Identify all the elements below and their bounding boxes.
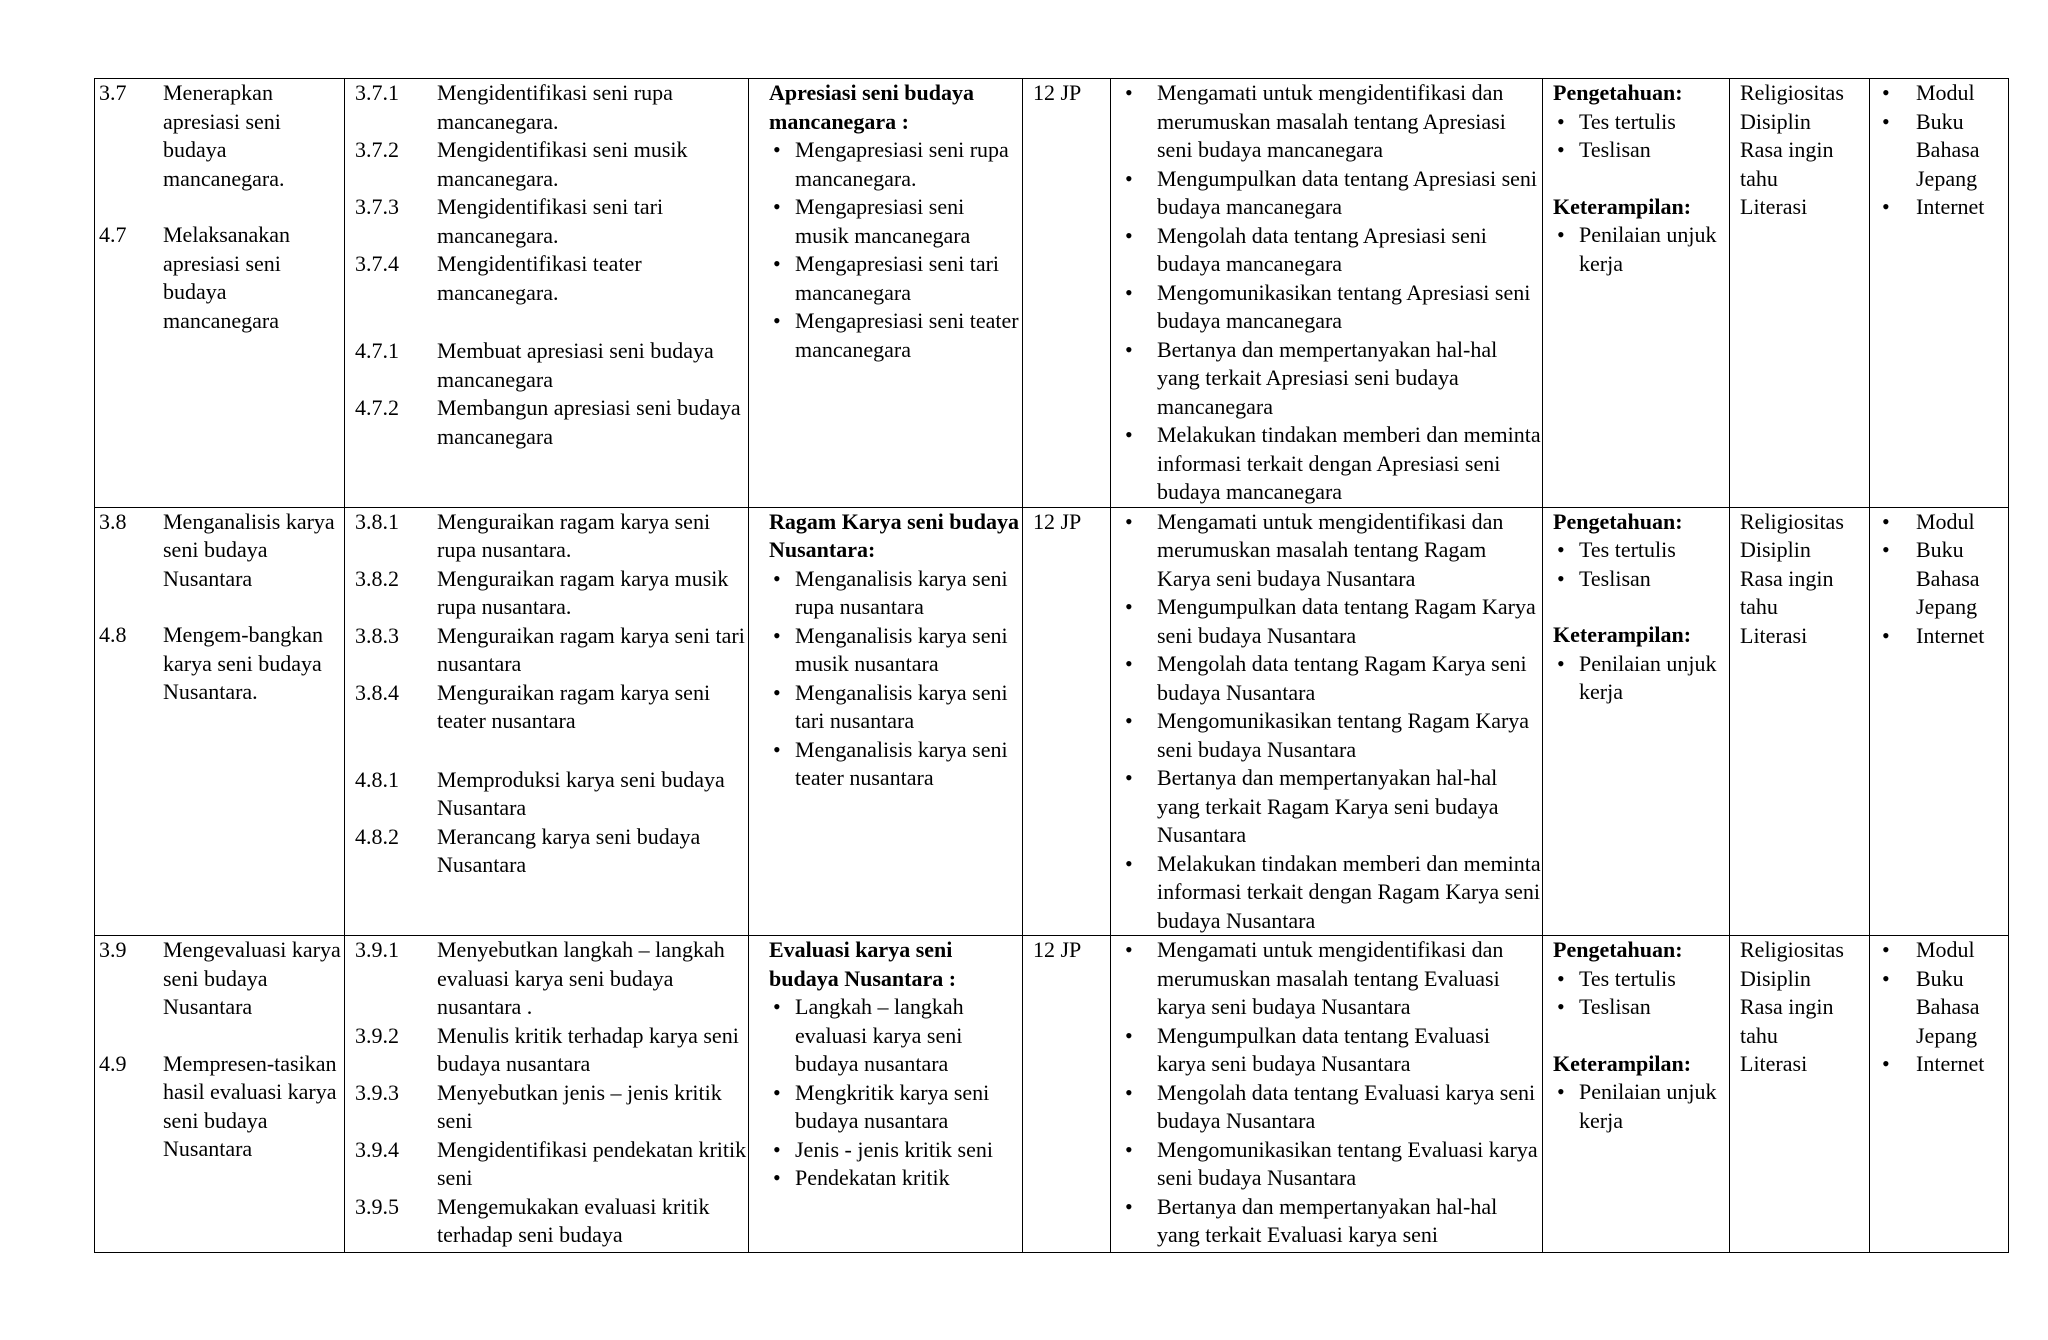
kd-item	[99, 621, 344, 707]
character-value: Rasa ingin tahu	[1740, 994, 1834, 1048]
indicator-number: 3.9.5	[355, 1193, 399, 1219]
indicator-item	[355, 766, 748, 823]
material-item: • Langkah – langkah evaluasi karya seni budaya nusantara	[769, 993, 1022, 1079]
material-list	[769, 565, 1022, 793]
skill-heading: Keterampilan:	[1553, 622, 1692, 647]
indicator-number: 3.9.4	[355, 1136, 399, 1162]
activity-cell	[1111, 507, 1543, 936]
character-value: Literasi	[1740, 194, 1808, 219]
activity-item: • Mengolah data tentang Apresiasi seni budaya mancanegara	[1115, 222, 1542, 279]
kd-text: Mengem-bangkan karya seni budaya Nusantara.	[163, 622, 324, 704]
kd-text: Menerapkan apresiasi seni budaya mancanegara.	[163, 80, 285, 191]
skill-list	[1553, 1078, 1729, 1135]
indicator-text: Mengidentifikasi teater mancanegara.	[437, 251, 642, 305]
indicator-text: Menguraikan ragam karya seni rupa nusantara.	[437, 508, 711, 562]
time-allocation: 12 JP	[1033, 937, 1082, 962]
table-row	[95, 79, 2009, 508]
time-cell	[1023, 507, 1111, 936]
indicator-number: 3.8.4	[355, 679, 399, 705]
source-cell	[1870, 507, 2009, 936]
activity-item: • Mengomunikasikan tentang Evaluasi karya seni budaya Nusantara	[1115, 1136, 1542, 1193]
kd-cell	[95, 936, 345, 1253]
activity-item: • Mengolah data tentang Ragam Karya seni budaya Nusantara	[1115, 650, 1542, 707]
material-list	[769, 136, 1022, 364]
kd-cell	[95, 79, 345, 508]
source-item: • Internet	[1870, 622, 2008, 651]
activity-item: • Mengolah data tentang Evaluasi karya seni budaya Nusantara	[1115, 1079, 1542, 1136]
kd-text: Mengevaluasi karya seni budaya Nusantara	[163, 937, 341, 1019]
character-cell	[1730, 507, 1870, 936]
source-item: • Modul	[1870, 508, 2008, 537]
character-cell	[1730, 936, 1870, 1253]
kd-number: 3.8	[99, 508, 127, 534]
kd-item	[99, 508, 344, 594]
indicator-text: Mengidentifikasi seni rupa mancanegara.	[437, 80, 673, 134]
syllabus-table	[94, 78, 2009, 1253]
indicator-number: 3.8.1	[355, 508, 399, 534]
material-item: • Menganalisis karya seni rupa nusantara	[769, 565, 1022, 622]
source-list	[1870, 936, 2008, 1079]
activity-item: • Mengumpulkan data tentang Evaluasi karya seni budaya Nusantara	[1115, 1022, 1542, 1079]
material-item: • Mengapresiasi seni teater mancanegara	[769, 307, 1022, 364]
activity-item: • Mengomunikasikan tentang Apresiasi seni budaya mancanegara	[1115, 279, 1542, 336]
assessment-item: • Teslisan	[1553, 993, 1729, 1022]
indicator-text: Mengidentifikasi pendekatan kritik seni	[437, 1136, 747, 1190]
activity-item: • Mengamati untuk mengidentifikasi dan merumuskan masalah tentang Evaluasi karya seni budaya Nusantara	[1115, 936, 1542, 1022]
assessment-item: • Teslisan	[1553, 565, 1729, 594]
activity-item: • Mengumpulkan data tentang Apresiasi seni budaya mancanegara	[1115, 165, 1542, 222]
indicator-number: 3.7.2	[355, 137, 399, 162]
indicator-item	[355, 823, 748, 880]
kd-number: 3.7	[99, 80, 127, 105]
character-value: Rasa ingin tahu	[1740, 565, 1834, 619]
kd-number: 4.7	[99, 222, 127, 247]
indicator-item	[355, 79, 748, 136]
kd-cell	[95, 507, 345, 936]
indicator-text: Membangun apresiasi seni budaya mancanegara	[437, 395, 741, 449]
activity-item: • Bertanya dan mempertanyakan hal-hal yang terkait Evaluasi karya seni	[1115, 1193, 1542, 1250]
indicator-number: 3.8.3	[355, 622, 399, 648]
source-cell	[1870, 936, 2009, 1253]
kd-item	[99, 221, 344, 335]
source-cell	[1870, 79, 2009, 508]
indicator-text: Memproduksi karya seni budaya Nusantara	[437, 766, 725, 820]
activity-item: • Mengamati untuk mengidentifikasi dan merumuskan masalah tentang Ragam Karya seni budaya Nusantara	[1115, 508, 1542, 594]
kd-number: 3.9	[99, 937, 127, 962]
material-cell	[749, 79, 1023, 508]
indicator-item	[355, 565, 748, 622]
material-item: • Mengapresiasi seni tari mancanegara	[769, 250, 1022, 307]
spacer	[1553, 1022, 1729, 1050]
indicator-item	[355, 622, 748, 679]
indicator-text: Mengidentifikasi seni musik mancanegara.	[437, 137, 688, 191]
indicator-number: 3.9.1	[355, 937, 399, 962]
activity-item: • Melakukan tindakan memberi dan meminta informasi terkait dengan Apresiasi seni budaya mancanegara	[1115, 421, 1542, 507]
source-item: • Internet	[1870, 1050, 2008, 1079]
material-item: • Menganalisis karya seni musik nusantara	[769, 622, 1022, 679]
spacer	[99, 593, 344, 621]
material-item: • Menganalisis karya seni tari nusantara	[769, 679, 1022, 736]
activity-item: • Melakukan tindakan memberi dan meminta informasi terkait dengan Ragam Karya seni budaya Nusantara	[1115, 850, 1542, 936]
indicator-item	[355, 337, 748, 394]
indicator-text: Membuat apresiasi seni budaya mancanegara	[437, 338, 714, 392]
kd-text: Menganalisis karya seni budaya Nusantara	[163, 508, 335, 591]
character-value: Rasa ingin tahu	[1740, 137, 1834, 191]
assessment-cell	[1543, 936, 1730, 1253]
material-item: • Pendekatan kritik	[769, 1164, 1022, 1193]
material-item: • Mengapresiasi seni rupa mancanegara.	[769, 136, 1022, 193]
knowledge-heading: Pengetahuan:	[1553, 508, 1683, 534]
spacer	[1553, 593, 1729, 621]
source-list	[1870, 79, 2008, 222]
material-item: • Jenis - jenis kritik seni	[769, 1136, 1022, 1165]
source-item: • Modul	[1870, 936, 2008, 965]
indicator-cell	[345, 79, 749, 508]
indicator-item	[355, 394, 748, 451]
table-row	[95, 936, 2009, 1253]
indicator-number: 4.7.1	[355, 338, 399, 363]
indicator-number: 3.7.3	[355, 194, 399, 219]
indicator-text: Menguraikan ragam karya seni tari nusantara	[437, 622, 745, 676]
activity-item: • Bertanya dan mempertanyakan hal-hal yang terkait Ragam Karya seni budaya Nusantara	[1115, 764, 1542, 850]
kd-item	[99, 79, 344, 193]
source-item: • Buku Bahasa Jepang	[1870, 108, 2008, 194]
time-cell	[1023, 79, 1111, 508]
indicator-text: Menyebutkan jenis – jenis kritik seni	[437, 1079, 722, 1133]
indicator-item	[355, 679, 748, 736]
spacer	[1553, 165, 1729, 193]
indicator-item	[355, 1022, 748, 1079]
material-title: Apresiasi seni budaya mancanegara :	[769, 80, 974, 134]
kd-text: Melaksanakan apresiasi seni budaya mancanegara	[163, 222, 291, 333]
character-value: Disiplin	[1740, 537, 1811, 562]
kd-item	[99, 1050, 344, 1164]
character-cell	[1730, 79, 1870, 508]
indicator-text: Merancang karya seni budaya Nusantara	[437, 823, 701, 877]
knowledge-list	[1553, 108, 1729, 165]
spacer	[99, 1022, 344, 1050]
assessment-item: • Penilaian unjuk kerja	[1553, 221, 1729, 278]
indicator-number: 3.9.3	[355, 1079, 399, 1105]
indicator-text: Mengidentifikasi seni tari mancanegara.	[437, 194, 664, 248]
character-value: Disiplin	[1740, 965, 1811, 991]
assessment-item: • Penilaian unjuk kerja	[1553, 650, 1729, 707]
indicator-item	[355, 508, 748, 565]
assessment-item: • Tes tertulis	[1553, 108, 1729, 137]
indicator-number: 4.8.1	[355, 766, 399, 792]
skill-heading: Keterampilan:	[1553, 1050, 1692, 1076]
indicator-item	[355, 1193, 748, 1250]
time-cell	[1023, 936, 1111, 1253]
activity-item: • Mengamati untuk mengidentifikasi dan merumuskan masalah tentang Apresiasi seni budaya mancanegara	[1115, 79, 1542, 165]
activity-item: • Mengumpulkan data tentang Ragam Karya seni budaya Nusantara	[1115, 593, 1542, 650]
spacer	[355, 307, 748, 337]
indicator-text: Menguraikan ragam karya musik rupa nusantara.	[437, 565, 729, 619]
indicator-item	[355, 250, 748, 307]
source-item: • Modul	[1870, 79, 2008, 108]
source-list	[1870, 508, 2008, 651]
activity-cell	[1111, 936, 1543, 1253]
activity-item: • Mengomunikasikan tentang Ragam Karya seni budaya Nusantara	[1115, 707, 1542, 764]
activity-cell	[1111, 79, 1543, 508]
skill-heading: Keterampilan:	[1553, 193, 1692, 219]
activity-list	[1115, 508, 1542, 936]
indicator-cell	[345, 936, 749, 1253]
material-title: Ragam Karya seni budaya Nusantara:	[769, 508, 1019, 562]
spacer	[99, 193, 344, 221]
activity-item: • Bertanya dan mempertanyakan hal-hal yang terkait Apresiasi seni budaya mancanegara	[1115, 336, 1542, 422]
skill-list	[1553, 221, 1729, 278]
indicator-number: 4.7.2	[355, 395, 399, 420]
indicator-number: 3.7.1	[355, 80, 399, 105]
knowledge-heading: Pengetahuan:	[1553, 937, 1683, 962]
character-value: Religiositas	[1740, 508, 1844, 534]
character-value: Religiositas	[1740, 80, 1844, 105]
knowledge-list	[1553, 965, 1729, 1022]
skill-list	[1553, 650, 1729, 707]
indicator-text: Mengemukakan evaluasi kritik terhadap seni budaya	[437, 1193, 710, 1247]
material-list	[769, 993, 1022, 1193]
kd-text: Mempresen-tasikan hasil evaluasi karya seni budaya Nusantara	[163, 1050, 337, 1161]
knowledge-list	[1553, 536, 1729, 593]
indicator-item	[355, 1136, 748, 1193]
indicator-text: Menguraikan ragam karya seni teater nusantara	[437, 679, 711, 733]
material-item: • Menganalisis karya seni teater nusantara	[769, 736, 1022, 793]
kd-number: 4.8	[99, 622, 127, 647]
indicator-number: 4.8.2	[355, 823, 399, 849]
material-item: • Mengkritik karya seni budaya nusantara	[769, 1079, 1022, 1136]
assessment-item: • Penilaian unjuk kerja	[1553, 1078, 1729, 1135]
knowledge-heading: Pengetahuan:	[1553, 80, 1683, 105]
indicator-text: Menulis kritik terhadap karya seni budaya nusantara	[437, 1022, 739, 1076]
indicator-item	[355, 136, 748, 193]
assessment-item: • Tes tertulis	[1553, 536, 1729, 565]
indicator-text: Menyebutkan langkah – langkah evaluasi karya seni budaya nusantara .	[437, 937, 725, 1019]
kd-item	[99, 936, 344, 1022]
character-value: Literasi	[1740, 1051, 1808, 1076]
material-title: Evaluasi karya seni budaya Nusantara :	[769, 937, 957, 991]
source-item: • Internet	[1870, 193, 2008, 222]
indicator-item	[355, 936, 748, 1022]
source-item: • Buku Bahasa Jepang	[1870, 536, 2008, 622]
assessment-item: • Teslisan	[1553, 136, 1729, 165]
indicator-number: 3.7.4	[355, 251, 399, 276]
table-row	[95, 507, 2009, 936]
material-cell	[749, 507, 1023, 936]
time-allocation: 12 JP	[1033, 80, 1082, 105]
material-cell	[749, 936, 1023, 1253]
character-value: Disiplin	[1740, 108, 1811, 134]
kd-number: 4.9	[99, 1050, 127, 1076]
indicator-item	[355, 1079, 748, 1136]
activity-list	[1115, 79, 1542, 507]
indicator-number: 3.9.2	[355, 1022, 399, 1048]
source-item: • Buku Bahasa Jepang	[1870, 965, 2008, 1051]
character-value: Religiositas	[1740, 937, 1844, 962]
time-allocation: 12 JP	[1033, 508, 1082, 534]
material-item: • Mengapresiasi seni musik mancanegara	[769, 193, 1022, 250]
syllabus-body	[95, 79, 2009, 1253]
assessment-cell	[1543, 507, 1730, 936]
character-value: Literasi	[1740, 622, 1808, 648]
assessment-item: • Tes tertulis	[1553, 965, 1729, 994]
spacer	[355, 736, 748, 766]
activity-list	[1115, 936, 1542, 1250]
indicator-number: 3.8.2	[355, 565, 399, 591]
assessment-cell	[1543, 79, 1730, 508]
indicator-cell	[345, 507, 749, 936]
indicator-item	[355, 193, 748, 250]
